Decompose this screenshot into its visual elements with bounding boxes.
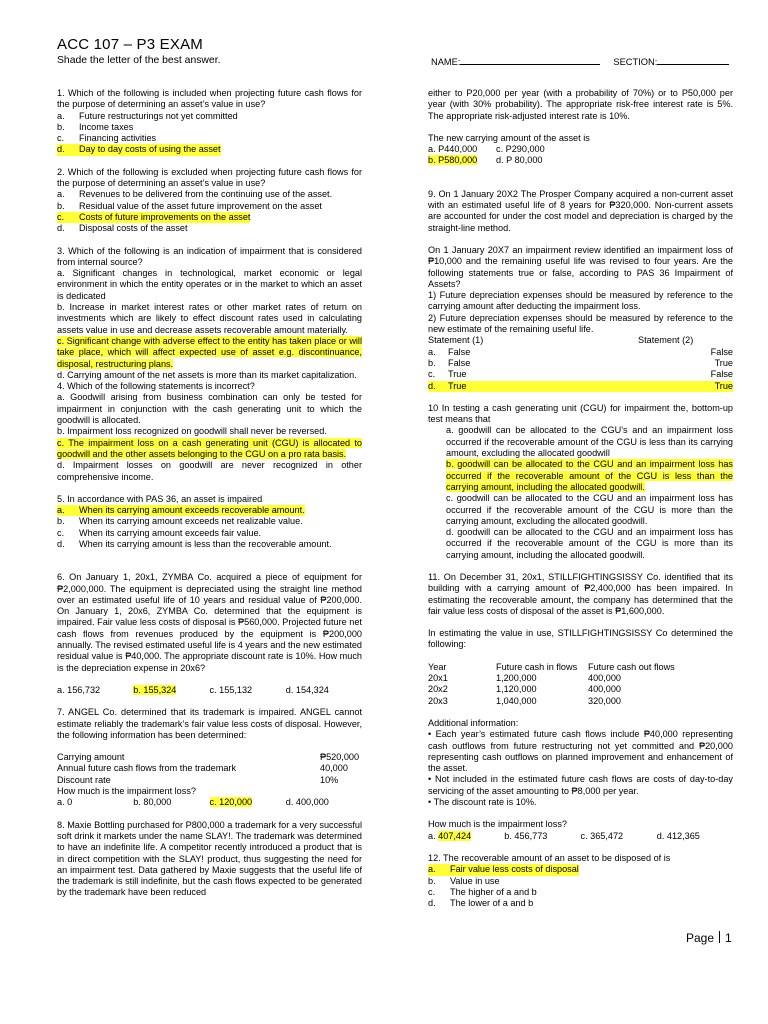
question-9 <box>428 189 733 392</box>
option-d-highlighted[interactable]: d. True True <box>428 380 733 391</box>
option-d[interactable]: d. P 80,000 <box>496 155 543 166</box>
option-b-highlighted[interactable]: b. P580,000 <box>428 155 478 166</box>
question-stem: 1. Which of the following is included when projecting future cash flows for the purpose of determining an asset’s value in use? <box>57 88 362 110</box>
table-cell: 400,000 <box>588 673 621 684</box>
option-c-highlighted[interactable]: c. 120,000 <box>209 797 253 808</box>
option-a[interactable]: a. P440,000 <box>428 144 478 155</box>
question-prompt: How much is the impairment loss? <box>428 819 567 830</box>
page-separator <box>719 931 720 943</box>
table-cell: 400,000 <box>588 684 621 695</box>
option-a[interactable]: a. 156,732 <box>57 684 101 695</box>
table-cell: 320,000 <box>588 695 621 706</box>
option-d[interactable]: d. When its carrying amount is less than the recoverable amount. <box>57 538 332 549</box>
page-label: Page <box>686 931 715 945</box>
option-d[interactable]: d. 412,365 <box>656 830 700 841</box>
question-1 <box>57 88 362 156</box>
option-a[interactable]: a. Future restructurings not yet committed <box>57 110 238 121</box>
left-column <box>57 88 362 899</box>
question-prompt: The new carrying amount of the asset is <box>428 132 590 143</box>
option-d[interactable]: d. 400,000 <box>285 797 329 808</box>
question-8-continued: either to P20,000 per year (with a probability of 70%) or to P50,000 per year (with 30% probability). The appropriate risk-free interest rate is 5%. The appropriate risk-adjusted interest rate is 10%. <box>428 88 733 121</box>
option-d[interactable]: d. 154,324 <box>285 684 329 695</box>
question-8 <box>57 820 362 899</box>
cash-flow-table <box>428 662 733 707</box>
question-5 <box>57 494 362 550</box>
question-stem: 2. Which of the following is excluded when projecting future cash flows for the purpose of determining an asset’s value in use? <box>57 166 362 189</box>
option-b[interactable]: b. 80,000 <box>133 797 172 808</box>
question-stem: 8. Maxie Bottling purchased for P800,000 a trademark for a very successful soft drink it markets under the name SLAY!. The trademark was determined to have an indefinite life. A competitor recently introduced a product that is in direct competition with the SLAY! product, thus suggesting the need for an impairment test. Data gathered by Maxie suggests that the useful life of the trademark is still indefinite, but the cash flows expected to be generated by the trademark have been reduced <box>57 819 362 898</box>
question-stem: 7. ANGEL Co. determined that its trademark is impaired. ANGEL cannot estimate reliably the trademark’s fair value less costs of disposal. However, the following information has been determined: <box>57 707 362 740</box>
table-header: Future cash in flows <box>496 661 578 672</box>
bullet-item: • Each year’s estimated future cash flows include ₱40,000 representing cash outflows from future restructuring not yet committed and ₱20,000 representing cash outflows on planned improvement and enhancement of the asset. <box>428 729 733 774</box>
option-c[interactable]: c. P290,000 <box>496 144 545 155</box>
table-header: Year <box>428 661 447 672</box>
question-3 <box>57 246 362 382</box>
option-c-highlighted[interactable]: c. The impairment loss on a cash generating unit (CGU) is allocated to goodwill and the other assets belonging to the CGU on a pro rata basis. <box>57 437 362 459</box>
statement-headers: Statement (1) Statement (2) <box>428 335 694 346</box>
option-b-highlighted[interactable]: b. 155,324 <box>133 684 177 695</box>
option-b[interactable]: b. Residual value of the asset future improvement on the asset <box>57 200 322 211</box>
question-2 <box>57 167 362 235</box>
table-cell: 20x2 <box>428 684 448 695</box>
question-10 <box>428 403 733 561</box>
question-stem: 4. Which of the following statements is incorrect? <box>57 381 255 392</box>
bullet-item: • The discount rate is 10%. <box>428 797 537 808</box>
question-prompt: How much is the impairment loss? <box>57 786 196 797</box>
data-row: Annual future cash flows from the trademark 40,000 <box>57 763 348 774</box>
option-b[interactable]: b. Increase in market interest rates or other market rates of return on investments which are likely to effect discount rates used in calculating assets value in use and decrease assets recoverable amount materially. <box>57 302 362 335</box>
name-label: NAME: <box>431 57 461 67</box>
right-column <box>428 88 733 909</box>
option-b[interactable]: b. When its carrying amount exceeds net realizable value. <box>57 516 303 527</box>
option-b[interactable]: b. Income taxes <box>57 121 134 132</box>
option-c[interactable]: c. goodwill can be allocated to the CGU and an impairment loss has occurred if the recoverable amount of the CGU is more than the carrying amount, excluding the allocated goodwill. <box>446 493 733 526</box>
question-stem: 6. On January 1, 20x1, ZYMBA Co. acquired a piece of equipment for ₱2,000,000. The equipment is depreciated using the straight line method over an estimated useful life of 10 years and residual value of ₱200,000. On January 1, 20x6, ZYMBA Co. determined that the equipment is impaired. Fair value less costs of disposal is ₱560,000. Projected future net cash flows from revenues produced by the equipment is ₱200,000 annually. The revised estimated useful life is 4 years and the new estimated residual value is ₱40,000. The appropriate discount rate is 10%. How much is the depreciation expense in 20x6? <box>57 572 363 673</box>
option-d[interactable]: d. Impairment losses on goodwill are never recognized in other comprehensive income. <box>57 460 362 482</box>
question-stem: 5. In accordance with PAS 36, an asset is impaired <box>57 493 263 504</box>
question-stem: 11. On December 31, 20x1, STILLFIGHTINGSISSY Co. identified that its building with a carrying amount of ₱2,400,000 has been impaired. In estimating the recoverable amount, the company has determined that the fair value less costs of disposal of the asset is ₱1,600,000. <box>428 571 733 616</box>
option-c[interactable]: c. The higher of a and b <box>428 886 537 897</box>
option-d[interactable]: d. goodwill can be allocated to the CGU and an impairment loss has occurred if the recoverable amount of the CGU is more than its carrying amount, including the allocated goodwill. <box>446 527 733 560</box>
table-cell: 1,120,000 <box>496 684 537 695</box>
option-d-highlighted[interactable]: d. Day to day costs of using the asset <box>57 144 221 155</box>
table-cell: 20x3 <box>428 695 448 706</box>
option-a[interactable]: a. 0 <box>57 797 73 808</box>
question-stem: 9. On 1 January 20X2 The Prosper Company acquired a non-current asset with an estimated useful life of 8 years for ₱320,000. Non-current assets are accounted for under the cost model and depreciation is charged by the straight-line method. <box>428 188 733 233</box>
option-d[interactable]: d. Carrying amount of the net assets is more than its market capitalization. <box>57 369 357 380</box>
option-b[interactable]: b. Impairment loss recognized on goodwill shall never be reversed. <box>57 426 327 437</box>
option-c-highlighted[interactable]: c. Costs of future improvements on the asset <box>57 211 251 222</box>
table-cell: 1,200,000 <box>496 673 537 684</box>
question-stem-2: In estimating the value in use, STILLFIGHTINGSISSY Co determined the following: <box>428 628 733 650</box>
question-6 <box>57 572 362 696</box>
option-a[interactable]: a. Significant changes in technological, market economic or legal environment in which the entity operates or in the market to which an asset is dedicated <box>57 268 362 301</box>
name-blank[interactable] <box>460 56 600 65</box>
table-header: Future cash out flows <box>588 661 675 672</box>
question-4 <box>57 381 362 483</box>
option-d[interactable]: d. The lower of a and b <box>428 898 534 909</box>
option-d[interactable]: d. Disposal costs of the asset <box>57 223 188 234</box>
option-a[interactable]: a. Goodwill arising from business combination can only be tested for impairment in conjunction with the cash generating unit to which the goodwill is allocated. <box>57 392 362 426</box>
option-a-highlighted[interactable]: a. 407,424 <box>428 830 472 841</box>
bullet-item: • Not included in the estimated future cash flows are costs of day-to-day servicing of the asset amounting to ₱8,000 per year. <box>428 774 733 796</box>
statement-2: 2) Future depreciation expenses should be measured by reference to the new estimate of the remaining useful life. <box>428 312 733 335</box>
options-row <box>57 797 362 808</box>
options-grid <box>428 144 733 167</box>
option-b[interactable]: b. Value in use <box>428 875 500 886</box>
option-c[interactable]: c. 365,472 <box>580 830 624 841</box>
instructions: Shade the letter of the best answer. <box>57 55 221 66</box>
table-cell: 1,040,000 <box>496 695 537 706</box>
page-number: 1 <box>725 931 732 945</box>
options-row <box>57 685 362 696</box>
page-footer <box>686 931 732 945</box>
statement-1: 1) Future depreciation expenses should be measured by reference to the carrying amount after deducting the impairment loss. <box>428 290 733 312</box>
option-a[interactable]: a. False False <box>428 346 733 357</box>
option-c[interactable]: c. Financing activities <box>57 133 157 144</box>
option-c[interactable]: c. When its carrying amount exceeds fair value. <box>57 527 262 538</box>
question-stem: 3. Which of the following is an indication of impairment that is considered from internal source? <box>57 245 362 267</box>
section-blank[interactable] <box>657 56 729 65</box>
question-12 <box>428 853 733 909</box>
question-stem: 10 In testing a cash generating unit (CGU) for impairment the, bottom-up test means that <box>428 402 733 425</box>
options-row <box>428 831 733 842</box>
name-section-bar <box>431 56 729 67</box>
option-a[interactable]: a. goodwill can be allocated to the CGU’s and an impairment loss occurred if the recoverable amount of the CGU is less than its carrying amount, excluding the allocated goodwill <box>446 425 733 459</box>
question-stem-2: On 1 January 20X7 an impairment review identified an impairment loss of ₱10,000 and the remaining useful life was revised to four years. Are the following statements true or false, according to PAS 36 Impairment of Assets? <box>428 244 733 289</box>
section-label: SECTION: <box>613 57 658 67</box>
option-a[interactable]: a. Revenues to be delivered from the continuing use of the asset. <box>57 189 333 200</box>
option-c[interactable]: c. 155,132 <box>209 684 253 695</box>
additional-info-heading: Additional information: <box>428 717 519 728</box>
question-11 <box>428 572 733 842</box>
option-a-highlighted[interactable]: a. When its carrying amount exceeds recoverable amount. <box>57 505 305 516</box>
data-row: Discount rate 10% <box>57 774 339 785</box>
option-b[interactable]: b. 456,773 <box>504 830 548 841</box>
option-c-highlighted[interactable]: c. Significant change with adverse effect to the entity has taken place or will take place, which will affect expected use of asset e.g. discontinuance, disposal, restructuring plans. <box>57 335 362 369</box>
question-stem: 12. The recoverable amount of an asset to be disposed of is <box>428 852 671 863</box>
option-a-highlighted[interactable]: a. Fair value less costs of disposal <box>428 864 579 875</box>
option-c[interactable]: c. True False <box>428 369 733 380</box>
page-title: ACC 107 – P3 EXAM <box>57 36 203 53</box>
data-row: Carrying amount ₱520,000 <box>57 752 360 763</box>
table-cell: 20x1 <box>428 673 448 684</box>
option-b-highlighted[interactable]: b. goodwill can be allocated to the CGU and an impairment loss has occurred if the recoverable amount of the CGU is less than the carrying amount, including the allocated goodwill. <box>446 459 733 492</box>
question-7 <box>57 707 362 808</box>
option-b[interactable]: b. False True <box>428 357 733 368</box>
